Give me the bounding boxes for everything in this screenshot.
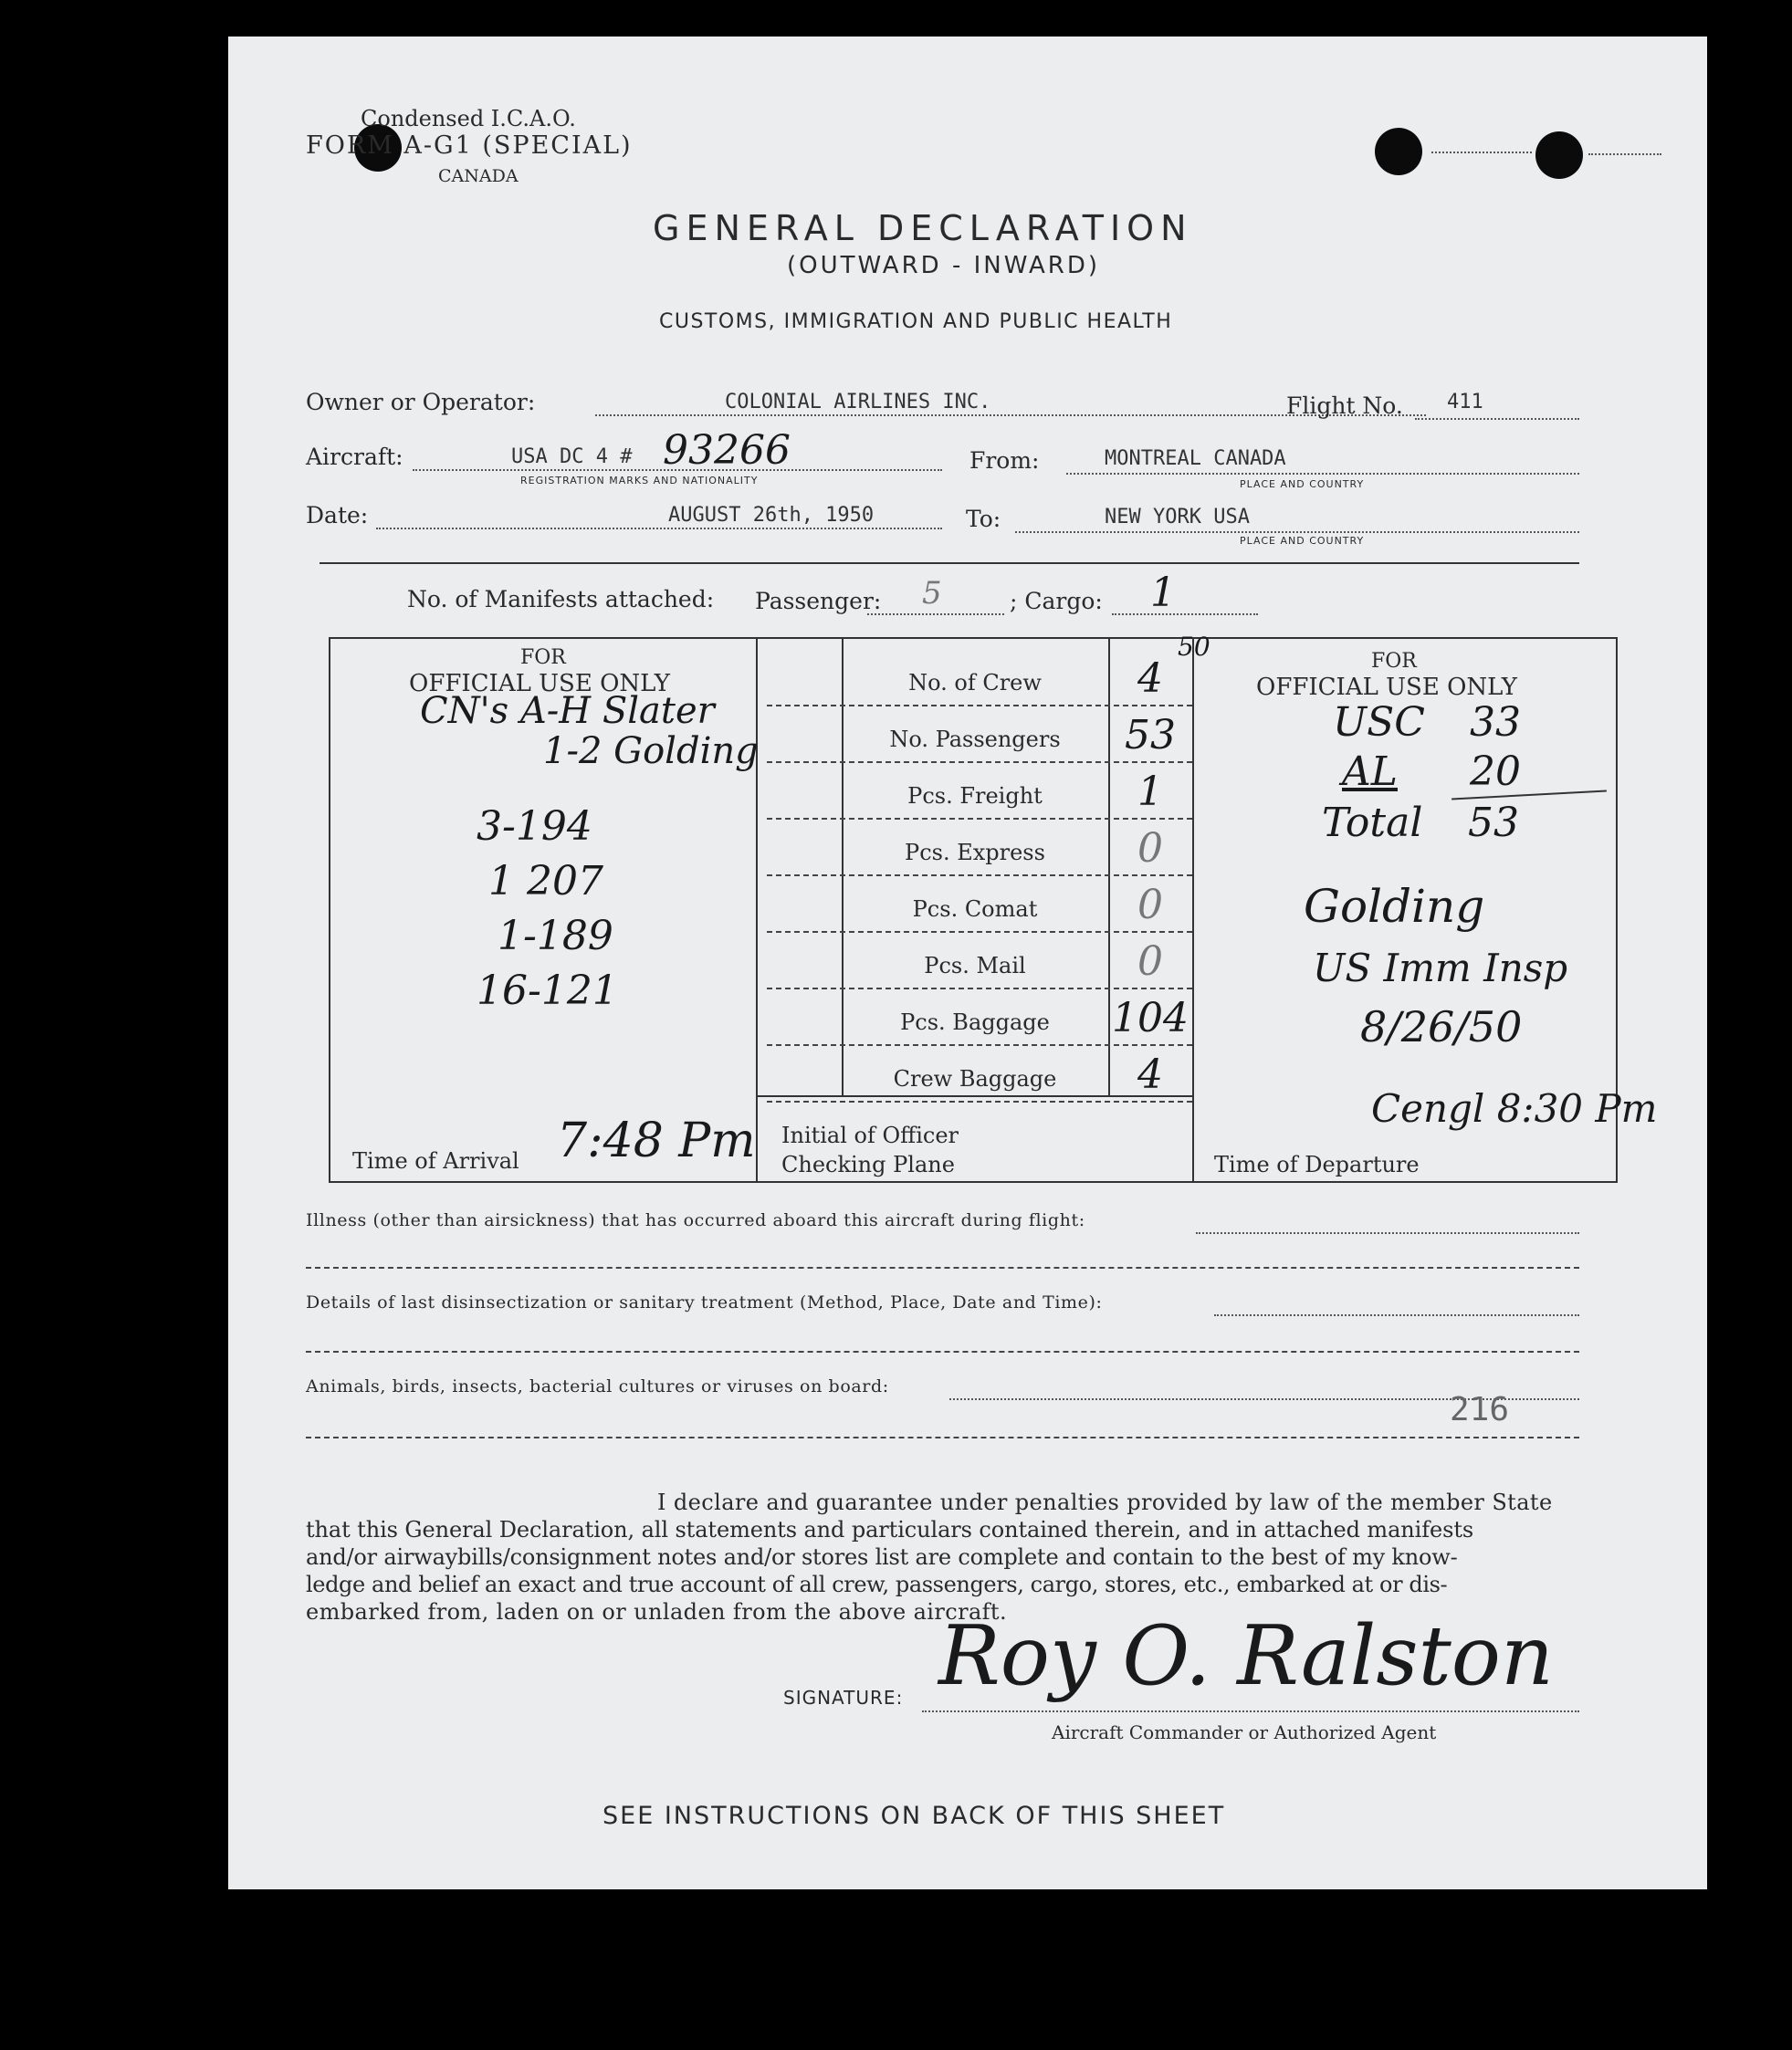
to-value: NEW YORK USA [1105,506,1250,528]
aircraft-caption: REGISTRATION MARKS AND NATIONALITY [520,475,759,486]
stamp-number: 216 [1450,1391,1510,1428]
manifests-passenger-value: 5 [922,575,942,612]
declaration-line1: I declare and guarantee under penalties provided by law of the member State [657,1490,1553,1515]
left-box-note-1: CN's A-H Slater [420,690,715,732]
form-code-line2: FORM A-G1 (SPECIAL) [306,131,633,160]
footer-instructions: SEE INSTRUCTIONS ON BACK OF THIS SHEET [603,1802,1226,1830]
declaration-line5: embarked from, laden on or unladen from the above aircraft. [306,1599,1008,1625]
manifests-cargo-label: ; Cargo: [1010,588,1103,614]
declaration-line4: ledge and belief an exact and true account of all crew, passengers, cargo, stores, etc., embarked at or dis- [306,1572,1448,1597]
signature-label: SIGNATURE: [783,1687,904,1709]
page-title: GENERAL DECLARATION [653,208,1193,248]
form-code-line3: CANADA [438,166,519,186]
owner-label: Owner or Operator: [306,389,536,415]
date-value: AUGUST 26th, 1950 [668,504,875,527]
left-box-note-2: 1-2 Golding [543,730,759,772]
count-value: 4 [1137,1051,1163,1098]
inspector-signature-1: Golding [1304,880,1485,933]
arrival-value: 7:48 Pm [557,1114,756,1168]
count-value: 1 [1137,769,1163,815]
from-value: MONTREAL CANADA [1105,447,1286,470]
initial-officer-label1: Initial of Officer [781,1123,959,1148]
date-label: Date: [306,502,369,528]
aircraft-label: Aircraft: [306,444,403,470]
to-label: To: [966,506,1001,532]
tally-value-3: 53 [1468,800,1519,846]
from-caption: PLACE AND COUNTRY [1240,478,1365,490]
illness-question: Illness (other than airsickness) that has occurred aboard this aircraft during flight: [306,1210,1085,1230]
tally-label-3: Total [1322,800,1423,846]
count-label: No. Passengers [889,727,1061,752]
punch-hole-middle [1375,128,1422,175]
count-value: 0 [1137,825,1163,872]
tally-label-1: USC [1333,699,1425,746]
left-box-note-6: 16-121 [477,967,618,1014]
inspector-sign-date: 8/26/50 [1360,1002,1523,1051]
signature-value: Roy O. Ralston [938,1608,1554,1704]
above-crew-note: 50 [1178,632,1210,662]
punch-hole-right [1535,131,1583,179]
page-subtitle: (OUTWARD - INWARD) [787,252,1101,279]
disinsect-question: Details of last disinsectization or sanitary treatment (Method, Place, Date and Time): [306,1292,1103,1313]
left-box-note-5: 1-189 [498,913,613,959]
count-label: Pcs. Express [905,840,1045,865]
manifests-label: No. of Manifests attached: [407,586,715,612]
count-value: 4 [1137,655,1163,702]
inspector-signature-2: US Imm Insp [1313,946,1568,990]
count-label: Pcs. Freight [907,783,1043,809]
from-label: From: [969,447,1040,474]
count-value: 104 [1112,995,1189,1041]
count-value: 0 [1137,938,1163,985]
departure-label: Time of Departure [1214,1152,1420,1177]
form-code-line1: Condensed I.C.A.O. [361,106,576,131]
left-box-heading1: FOR [520,646,566,669]
animals-question: Animals, birds, insects, bacterial cultures or viruses on board: [306,1376,889,1396]
tally-label-2: AL [1342,748,1398,795]
left-box-note-4: 1 207 [488,858,603,905]
declaration-line3: and/or airwaybills/consignment notes and/or stores list are complete and contain to the best of my know- [306,1544,1458,1570]
flight-value: 411 [1447,391,1483,413]
right-box-heading2: OFFICIAL USE ONLY [1256,674,1517,701]
aircraft-value-handwritten: 93266 [663,427,791,474]
count-value: 0 [1137,882,1163,928]
declaration-line2: that this General Declaration, all statements and particulars contained therein, and in attached manifests [306,1517,1474,1543]
owner-value: COLONIAL AIRLINES INC. [725,391,991,413]
manifests-passenger-label: Passenger: [755,588,882,614]
tally-value-1: 33 [1470,699,1521,746]
manifests-cargo-value: 1 [1150,570,1176,616]
signature-caption: Aircraft Commander or Authorized Agent [1052,1721,1437,1743]
right-box-heading1: FOR [1371,650,1417,673]
arrival-label: Time of Arrival [352,1148,519,1174]
left-box-note-3: 3-194 [477,803,592,850]
left-box-heading2: OFFICIAL USE ONLY [409,670,670,697]
count-label: Pcs. Mail [924,953,1026,978]
count-value: 53 [1125,712,1176,758]
to-caption: PLACE AND COUNTRY [1240,535,1365,547]
declaration-form [228,37,1707,1889]
aircraft-value-typed: USA DC 4 # [511,445,633,468]
tally-value-2: 20 [1470,748,1521,795]
departure-value: Cengl 8:30 Pm [1371,1086,1658,1131]
page-subheading: CUSTOMS, IMMIGRATION AND PUBLIC HEALTH [659,310,1173,333]
count-label: Pcs. Baggage [900,1009,1050,1035]
count-label: Pcs. Comat [912,896,1038,922]
flight-label: Flight No. [1286,392,1403,419]
initial-officer-label2: Checking Plane [781,1152,955,1177]
count-label: No. of Crew [908,670,1042,696]
count-label: Crew Baggage [893,1066,1057,1092]
